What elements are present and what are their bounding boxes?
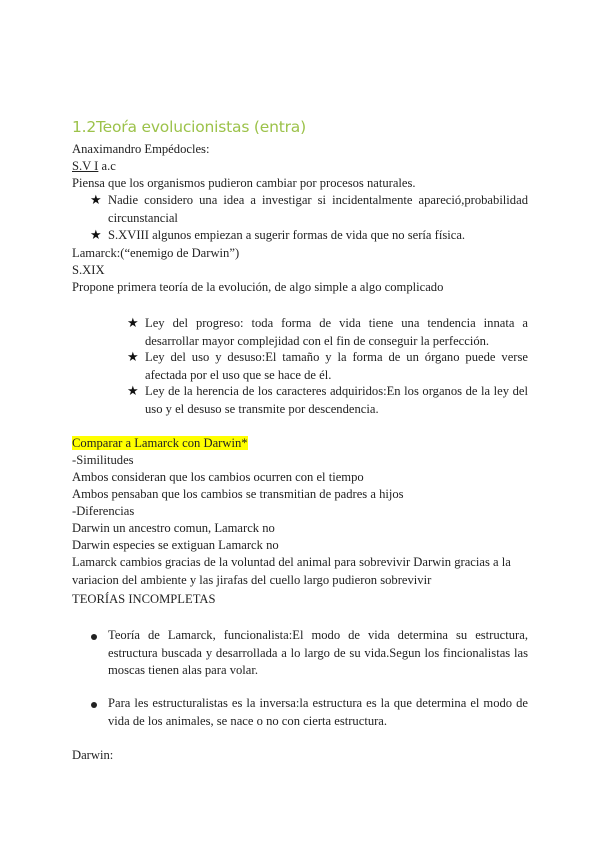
incomplete-theories-heading: TEORÍAS INCOMPLETAS <box>72 592 216 606</box>
intro-line-3: Piensa que los organismos pudieron cambiar por procesos naturales. <box>72 176 416 190</box>
similitud-2: Ambos pensaban que los cambios se transmitian de padres a hijos <box>72 487 404 501</box>
darwin-heading: Darwin: <box>72 748 114 762</box>
lamarck-line-1: Lamarck:(“enemigo de Darwin”) <box>72 246 240 260</box>
compare-title <box>72 435 248 452</box>
diferencia-3: Lamarck cambios gracias de la voluntad del animal para sobrevivir Darwin gracias a la variacion del ambiente y las jirafas del cuello largo pudieron sobrevivir <box>72 555 511 587</box>
intro-line-2 <box>72 158 116 175</box>
star-bullet-icon: ★ <box>127 384 139 399</box>
bullet-item: Ley de la herencia de los caracteres adquiridos:En los organos de la ley del uso y el desuso se transmite por descendencia. <box>145 384 528 416</box>
similitudes-label: -Similitudes <box>72 453 134 467</box>
bullet-dot-icon <box>91 702 97 708</box>
bullet-item: Para les estructuralistas es la inversa:la estructura es la que determina el modo de vida de los animales, se nace o no con cierta estructura. <box>108 696 528 728</box>
lamarck-line-3: Propone primera teoría de la evolución, de algo simple a algo complicado <box>72 280 444 294</box>
star-bullet-icon: ★ <box>90 193 102 208</box>
diferencia-1: Darwin un ancestro comun, Lamarck no <box>72 521 275 535</box>
bullet-item: Ley del progreso: toda forma de vida tiene una tendencia innata a desarrollar mayor complejidad con el fin de conseguir la perfección. <box>145 316 528 348</box>
section-heading: 1.2Teoŕa evolucionistas (entra) <box>72 118 306 136</box>
star-bullet-icon: ★ <box>90 228 102 243</box>
diferencia-2: Darwin especies se extiguan Lamarck no <box>72 538 279 552</box>
intro-line-1: Anaximandro Empédocles: <box>72 142 210 156</box>
bullet-item: Nadie considero una idea a investigar si incidentalmente apareció,probabilidad circunstancial <box>108 193 528 225</box>
century-suffix: a.c <box>98 159 116 173</box>
star-bullet-icon: ★ <box>127 350 139 365</box>
star-bullet-icon: ★ <box>127 316 139 331</box>
century-underlined: S.V I <box>72 159 99 173</box>
compare-title-highlight: Comparar a Lamarck con Darwin* <box>72 436 248 450</box>
lamarck-line-2: S.XIX <box>72 263 105 277</box>
diferencias-label: -Diferencias <box>72 504 135 518</box>
bullet-item: S.XVIII algunos empiezan a sugerir formas de vida que no sería física. <box>108 228 466 242</box>
bullet-item: Teoría de Lamarck, funcionalista:El modo de vida determina su estructura, estructura buscada y desarrollada a lo largo de su vida.Segun los fincionalistas las moscas tienen alas para volar. <box>108 628 528 678</box>
similitud-1: Ambos consideran que los cambios ocurren con el tiempo <box>72 470 364 484</box>
bullet-dot-icon <box>91 634 97 640</box>
bullet-item: Ley del uso y desuso:El tamaño y la forma de un órgano puede verse afectada por el uso que se hace de él. <box>145 350 528 382</box>
